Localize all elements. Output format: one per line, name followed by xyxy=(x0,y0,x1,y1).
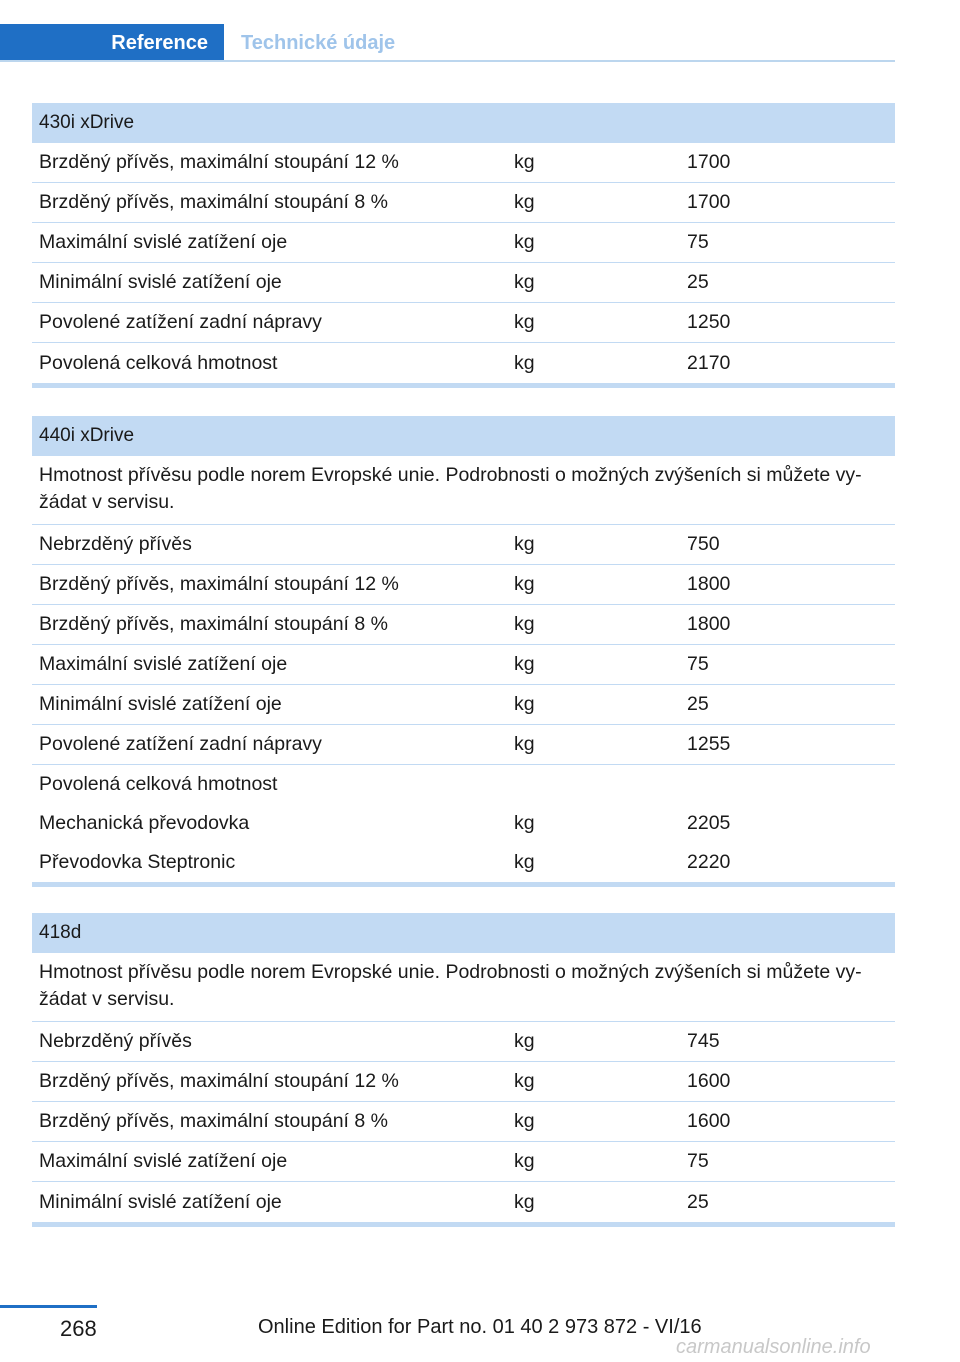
spec-table-418d xyxy=(32,913,895,1227)
row-unit: kg xyxy=(514,573,535,595)
row-unit: kg xyxy=(514,351,535,374)
table-row xyxy=(32,765,895,804)
row-unit: kg xyxy=(514,812,535,834)
row-value: 1700 xyxy=(687,151,731,173)
row-label: Minimální svislé zatížení oje xyxy=(39,1190,282,1213)
table-row xyxy=(32,843,895,882)
table-end-bar xyxy=(32,383,895,388)
row-label: Nebrzděný přívěs xyxy=(39,1030,192,1052)
row-unit: kg xyxy=(514,1030,535,1052)
row-value: 25 xyxy=(687,1190,709,1213)
row-value: 1600 xyxy=(687,1070,731,1092)
row-label: Brzděný přívěs, maximální stoupání 12 % xyxy=(39,1070,399,1092)
spec-table-430i-xdrive xyxy=(32,103,895,388)
table-end-bar xyxy=(32,882,895,887)
row-value: 75 xyxy=(687,231,709,253)
page-header xyxy=(0,24,895,62)
table-title: 440i xDrive xyxy=(32,416,895,456)
row-label: Brzděný přívěs, maximální stoupání 8 % xyxy=(39,613,388,635)
table-end-bar xyxy=(32,1222,895,1227)
tab-technical-data[interactable] xyxy=(241,24,395,62)
table-row xyxy=(32,605,895,645)
table-row xyxy=(32,183,895,223)
row-label: Brzděný přívěs, maximální stoupání 8 % xyxy=(39,1110,388,1132)
row-label: Povolená celková hmotnost xyxy=(39,351,278,374)
row-value: 75 xyxy=(687,1150,709,1172)
row-value: 1800 xyxy=(687,613,731,635)
row-unit: kg xyxy=(514,311,535,333)
row-unit: kg xyxy=(514,191,535,213)
table-row xyxy=(32,804,895,843)
row-unit: kg xyxy=(514,693,535,715)
row-unit: kg xyxy=(514,653,535,675)
row-value: 1600 xyxy=(687,1110,731,1132)
row-value: 2220 xyxy=(687,851,731,873)
row-label: Maximální svislé zatížení oje xyxy=(39,653,288,675)
row-label: Nebrzděný přívěs xyxy=(39,533,192,555)
table-row xyxy=(32,685,895,725)
row-label: Brzděný přívěs, maximální stoupání 12 % xyxy=(39,151,399,173)
row-label: Maximální svislé zatížení oje xyxy=(39,1150,288,1172)
table-row xyxy=(32,725,895,765)
table-row xyxy=(32,1102,895,1142)
row-label: Minimální svislé zatížení oje xyxy=(39,693,282,715)
table-row xyxy=(32,303,895,343)
watermark: carmanualsonline.info xyxy=(676,1336,871,1358)
table-row xyxy=(32,223,895,263)
row-unit: kg xyxy=(514,1150,535,1172)
row-value: 75 xyxy=(687,653,709,675)
table-row xyxy=(32,1142,895,1182)
tab-reference[interactable] xyxy=(0,24,224,62)
table-row xyxy=(32,645,895,685)
row-value: 1700 xyxy=(687,191,731,213)
row-value: 25 xyxy=(687,693,709,715)
row-unit: kg xyxy=(514,1070,535,1092)
row-unit: kg xyxy=(514,1110,535,1132)
tab-technical-data-label: Technické údaje xyxy=(241,31,396,54)
spec-table-440i-xdrive xyxy=(32,416,895,887)
tab-reference-label: Reference xyxy=(111,31,208,54)
row-unit: kg xyxy=(514,231,535,253)
row-unit: kg xyxy=(514,271,535,293)
table-title: 418d xyxy=(32,913,895,953)
row-value: 750 xyxy=(687,533,720,555)
table-row xyxy=(32,343,895,383)
row-value: 745 xyxy=(687,1030,720,1052)
row-value: 1250 xyxy=(687,311,731,333)
footer-accent-line xyxy=(0,1305,97,1308)
row-unit: kg xyxy=(514,613,535,635)
table-row xyxy=(32,1022,895,1062)
edition-note: Online Edition for Part no. 01 40 2 973 872 - VI/16 xyxy=(258,1316,702,1338)
table-row xyxy=(32,143,895,183)
row-value: 2170 xyxy=(687,351,731,374)
row-value: 25 xyxy=(687,271,709,293)
table-row xyxy=(32,263,895,303)
row-value: 1800 xyxy=(687,573,731,595)
row-label: Brzděný přívěs, maximální stoupání 8 % xyxy=(39,191,388,213)
header-divider xyxy=(0,60,895,62)
table-row xyxy=(32,1062,895,1102)
row-unit: kg xyxy=(514,1190,535,1213)
table-title: 430i xDrive xyxy=(32,103,895,143)
row-unit: kg xyxy=(514,733,535,755)
row-value: 1255 xyxy=(687,733,731,755)
row-value: 2205 xyxy=(687,812,731,834)
row-label: Minimální svislé zatížení oje xyxy=(39,271,282,293)
table-note: Hmotnost přívěsu podle norem Evropské unie. Podrobnosti o možných zvýšeních si můžete vyžádat v servisu. xyxy=(32,456,895,525)
table-row xyxy=(32,1182,895,1222)
table-note: Hmotnost přívěsu podle norem Evropské unie. Podrobnosti o možných zvýšeních si můžete vyžádat v servisu. xyxy=(32,953,895,1022)
row-unit: kg xyxy=(514,151,535,173)
row-label: Povolené zatížení zadní nápravy xyxy=(39,311,322,333)
row-label: Mechanická převodovka xyxy=(39,812,250,834)
row-label: Povolená celková hmotnost xyxy=(39,773,278,795)
row-label: Převodovka Steptronic xyxy=(39,851,236,873)
row-unit: kg xyxy=(514,533,535,555)
row-label: Brzděný přívěs, maximální stoupání 12 % xyxy=(39,573,399,595)
page-number: 268 xyxy=(60,1316,97,1341)
row-unit: kg xyxy=(514,851,535,873)
row-label: Povolené zatížení zadní nápravy xyxy=(39,733,322,755)
table-row xyxy=(32,525,895,565)
row-label: Maximální svislé zatížení oje xyxy=(39,231,288,253)
table-row xyxy=(32,565,895,605)
